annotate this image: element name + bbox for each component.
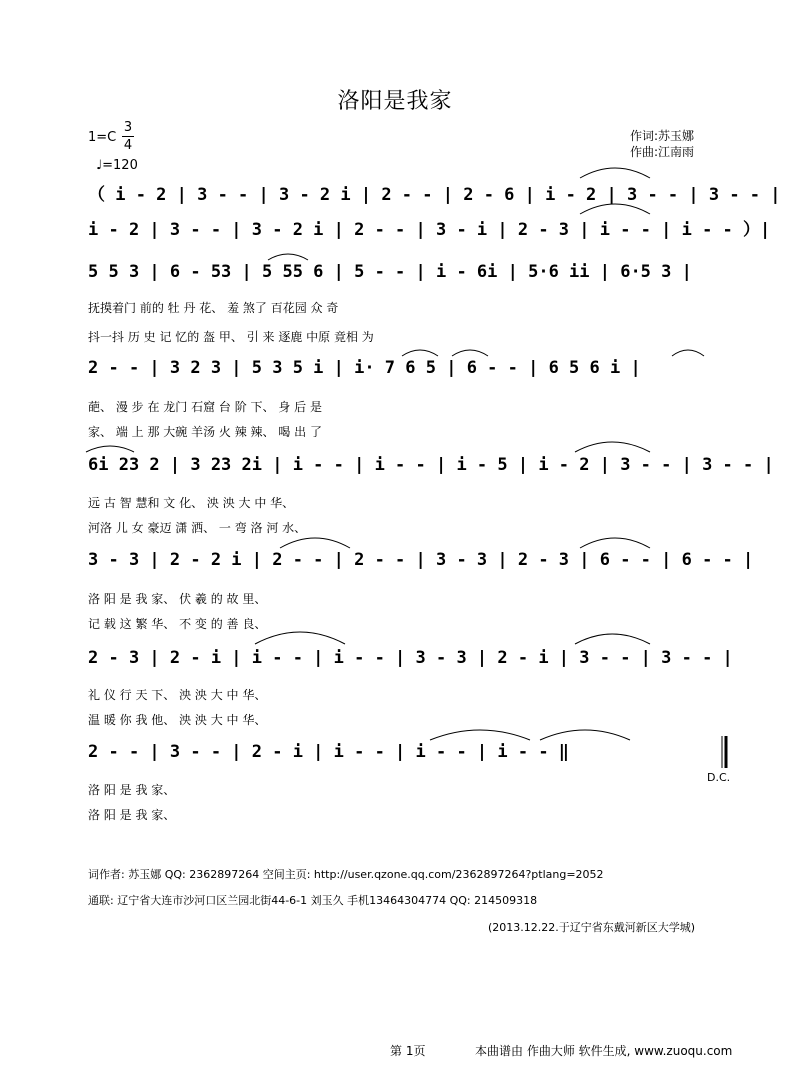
- slur-arc: [255, 632, 345, 644]
- slur-arc: [580, 204, 650, 214]
- page-number: 第 1页: [390, 1044, 426, 1058]
- lyric-row-1b: 抖一抖 历 史 记 忆的 盔 甲、 引 来 逐鹿 中原 竟相 为: [88, 330, 374, 344]
- music-row-5: 6i 23 2 | 3 23 2i | i - - | i - - | i - 5 | i - 2 | 3 - - | 3 - - |: [88, 455, 774, 475]
- lyric-row-4b: 记 载 这 繁 华、 不 变 的 善 良、: [88, 617, 267, 631]
- slur-arc: [540, 730, 630, 740]
- slur-arc: [452, 350, 488, 356]
- slur-arc: [268, 254, 308, 260]
- lyricist: 作词:苏玉娜: [630, 129, 695, 143]
- slur-arc: [430, 730, 530, 740]
- lyric-row-5b: 温 暖 你 我 他、 泱 泱 大 中 华、: [88, 713, 267, 727]
- lyric-row-2a: 葩、 漫 步 在 龙门 石窟 台 阶 下、 身 后 是: [88, 400, 322, 414]
- footer-date: (2013.12.22.于辽宁省东戴河新区大学城): [488, 921, 696, 934]
- slur-arc: [575, 442, 650, 452]
- lyric-row-6a: 洛 阳 是 我 家、: [88, 783, 176, 797]
- meter-top: 3: [123, 120, 133, 135]
- slur-arc: [402, 350, 438, 356]
- music-row-3: 5 5 3 | 6 - 53 | 5 55 6 | 5 - - | i - 6i | 5·6 ii | 6·5 3 |: [88, 262, 692, 282]
- generator-credit: 本曲谱由 作曲大师 软件生成, www.zuoqu.com: [475, 1044, 733, 1058]
- slur-arc: [580, 538, 650, 548]
- lyric-row-3b: 河洛 儿 女 豪迈 潇 洒、 一 弯 洛 河 水、: [88, 521, 307, 535]
- music-row-7: 2 - 3 | 2 - i | i - - | i - - | 3 - 3 | 2 - i | 3 - - | 3 - - |: [88, 648, 733, 668]
- music-row-6: 3 - 3 | 2 - 2 i | 2 - - | 2 - - | 3 - 3 | 2 - 3 | 6 - - | 6 - - |: [88, 550, 754, 570]
- tempo-value: =120: [102, 158, 138, 173]
- lyric-row-2b: 家、 端 上 那 大碗 羊汤 火 辣 辣、 喝 出 了: [88, 425, 322, 439]
- music-row-8: 2 - - | 3 - - | 2 - i | i - - | i - - | i - - ‖: [88, 742, 570, 762]
- key-signature: 1=C: [88, 130, 117, 145]
- meter-bottom: 4: [123, 138, 133, 153]
- quarter-note-icon: ♩: [96, 158, 103, 173]
- slur-arc: [575, 634, 650, 644]
- slur-arc: [86, 446, 134, 452]
- music-row-4: 2 - - | 3 2 3 | 5 3 5 i | i· 7 6 5 | 6 - - | 6 5 6 i |: [88, 358, 641, 378]
- slur-arc: [580, 168, 650, 178]
- lyric-row-1a: 抚摸着门 前的 牡 丹 花、 羞 煞了 百花园 众 奇: [88, 301, 339, 315]
- slur-arc: [672, 350, 704, 356]
- song-title: 洛阳是我家: [337, 89, 453, 114]
- lyric-row-5a: 礼 仪 行 天 下、 泱 泱 大 中 华、: [88, 688, 267, 702]
- da-capo-mark: D.C.: [707, 771, 731, 784]
- lyric-row-3a: 远 古 智 慧和 文 化、 泱 泱 大 中 华、: [88, 496, 295, 510]
- music-row-1: （ i - 2 | 3 - - | 3 - 2 i | 2 - - | 2 - 6 | i - 2 | 3 - - | 3 - - |: [88, 185, 781, 205]
- lyric-row-6b: 洛 阳 是 我 家、: [88, 808, 176, 822]
- music-row-2: i - 2 | 3 - - | 3 - 2 i | 2 - - | 3 - i | 2 - 3 | i - - | i - - ）|: [88, 220, 771, 240]
- slur-arc: [280, 538, 350, 548]
- lyric-row-4a: 洛 阳 是 我 家、 伏 羲 的 故 里、: [88, 592, 267, 606]
- footer-author-line: 词作者: 苏玉娜 QQ: 2362897264 空间主页: http://user.qzone.qq.com/2362897264?ptlang=2052: [88, 868, 604, 881]
- footer-contact-line: 通联: 辽宁省大连市沙河口区兰园北街44-6-1 刘玉久 手机13464304774 QQ: 214509318: [88, 894, 538, 907]
- composer: 作曲:江南雨: [630, 145, 695, 159]
